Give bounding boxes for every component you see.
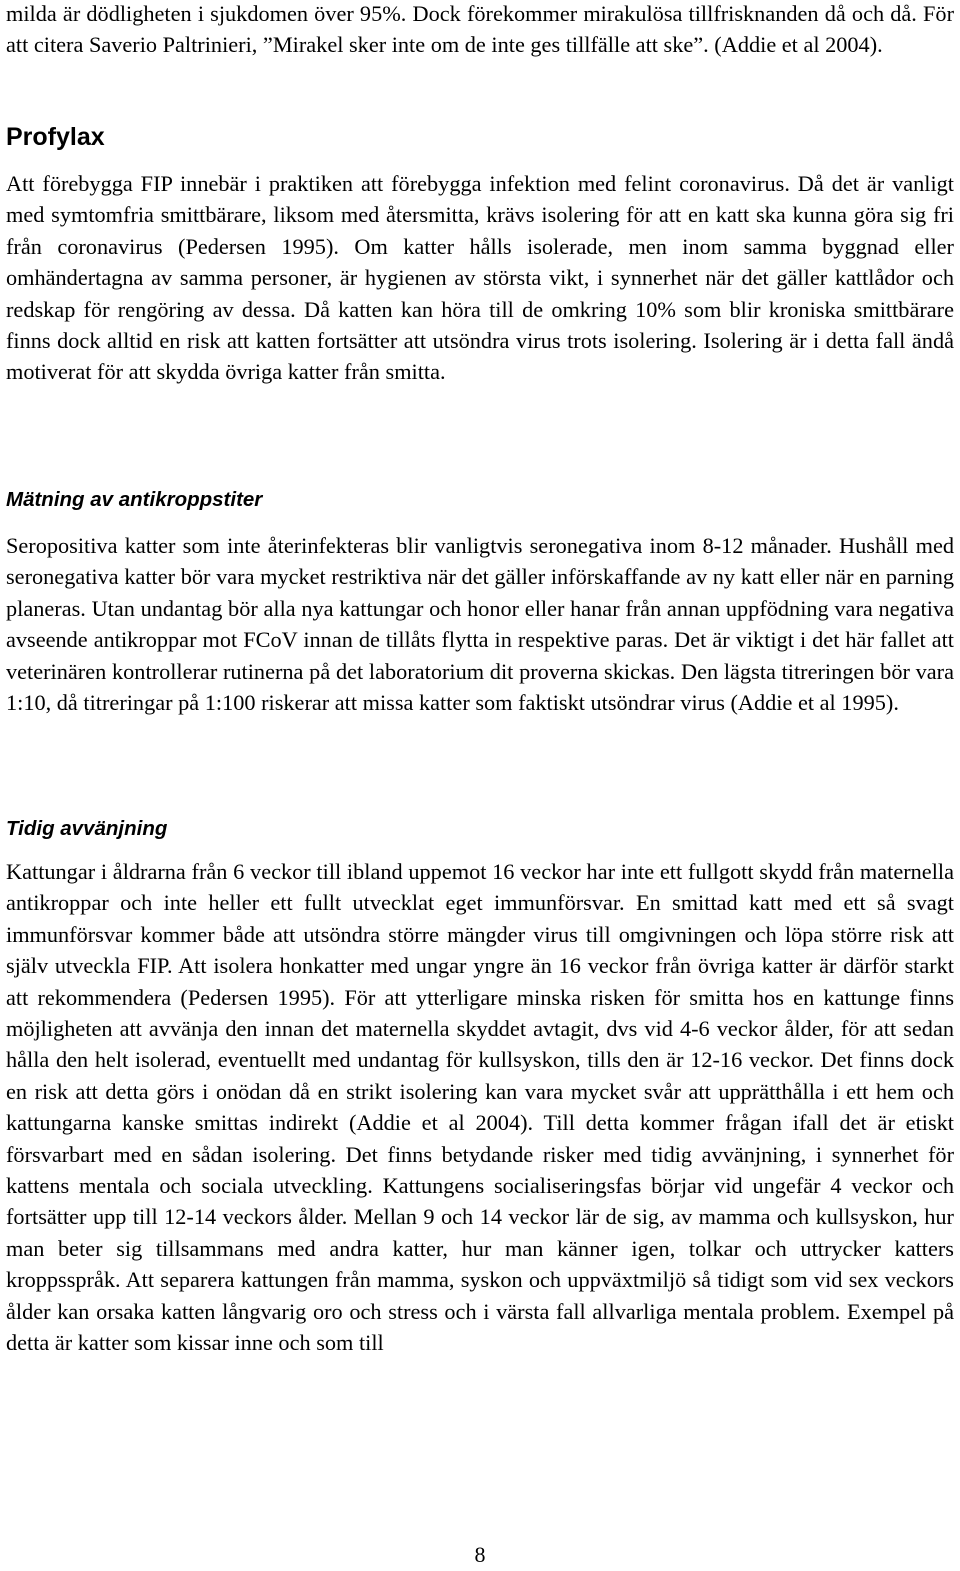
section-body-matning-av-antikroppstiter: Seropositiva katter som inte återinfekteras blir vanligtvis seronegativa inom 8-12 månader. Hushåll med seronegativa katter bör vara mycket restriktiva när det gäller införskaffande av ny katt eller när en parning planeras. Utan undantag bör alla nya kattungar och honor eller hanar från annan uppfödning vara negativa avseende antikroppar mot FCoV innan de tillåts flytta in respektive paras. Det är viktigt i det här fallet att veterinären kontrollerar rutinerna på det laboratorium dit proverna skickas. Den lägsta titreringen bör vara 1:10, då titreringar på 1:100 riskerar att missa katter som faktiskt utsöndrar virus (Addie et al 1995). bbox=[6, 533, 954, 716]
page-number: 8 bbox=[474, 1542, 486, 1567]
section-heading-profylax: Profylax bbox=[6, 123, 105, 151]
section-heading-matning-av-antikroppstiter: Mätning av antikroppstiter bbox=[6, 488, 263, 511]
section-heading-tidig-avvanjning: Tidig avvänjning bbox=[6, 817, 168, 840]
section-body-tidig-avvanjning: Kattungar i åldrarna från 6 veckor till ibland uppemot 16 veckor har inte ett fullgott skydd från maternella antikroppar och inte heller ett fullt utvecklat eget immunförsvar. En smittad katt med ett så svagt immunförsvar kommer både att utsöndra större mängder virus till omgivningen och löpa större risk att själv utveckla FIP. Att isolera honkatter med ungar yngre än 16 veckor från övriga katter är därför starkt att rekommendera (Pedersen 1995). För att ytterligare minska risken för smitta hos en kattunge finns möjligheten att avvänja den innan det maternella skyddet avtagit, dvs vid 4-6 veckor ålder, för att sedan hålla den helt isolerad, eventuellt med undantag för kullsyskon, tills den är 12-16 veckor. Det finns dock en risk att detta görs i onödan då en strikt isolering kan vara mycket svår att upprätthålla i ett hem och kattungarna kanske smittas indirekt (Addie et al 2004). Till detta kommer frågan ifall det är etiskt försvarbart med en sådan isolering. Det finns betydande risker med tidig avvänjning, i synnerhet för kattens mentala och sociala utveckling. Kattungens socialiseringsfas börjar vid ungefär 4 veckor och fortsätter upp till 12-14 veckors ålder. Mellan 9 och 14 veckor lär de sig, av mamma och kullsyskon, hur man beter sig tillsammans med andra katter, hur man känner igen, tolkar och uttrycker katters kroppsspråk. Att separera kattungen från mamma, syskon och uppväxtmiljö så tidigt som vid sex veckors ålder kan orsaka katten långvarig oro och stress och i värsta fall allvarliga mentala problem. Exempel på detta är katter som kissar inne och som till bbox=[6, 859, 954, 1356]
section-body-profylax: Att förebygga FIP innebär i praktiken att förebygga infektion med felint coronavirus. Då det är vanligt med symtomfria smittbärare, liksom med återsmitta, krävs isolering för att en katt ska kunna göra sig fri från coronavirus (Pedersen 1995). Om katter hålls isolerade, men inom samma byggnad eller omhändertagna av samma personer, är hygienen av största vikt, i synnerhet när det gäller kattlådor och redskap för rengöring av dessa. Då katten kan höra till de omkring 10% som blir kroniska smittbärare finns dock alltid en risk att katten fortsätter att utsöndra virus trots isolering. Isolering är i detta fall ändå motiverat för att skydda övriga katter från smitta. bbox=[6, 171, 954, 385]
intro-continuation-paragraph: milda är dödligheten i sjukdomen över 95%. Dock förekommer mirakulösa tillfrisknanden då och då. För att citera Saverio Paltrinieri, ”Mirakel sker inte om de inte ges tillfälle att ske”. (Addie et al 2004). bbox=[6, 1, 954, 58]
